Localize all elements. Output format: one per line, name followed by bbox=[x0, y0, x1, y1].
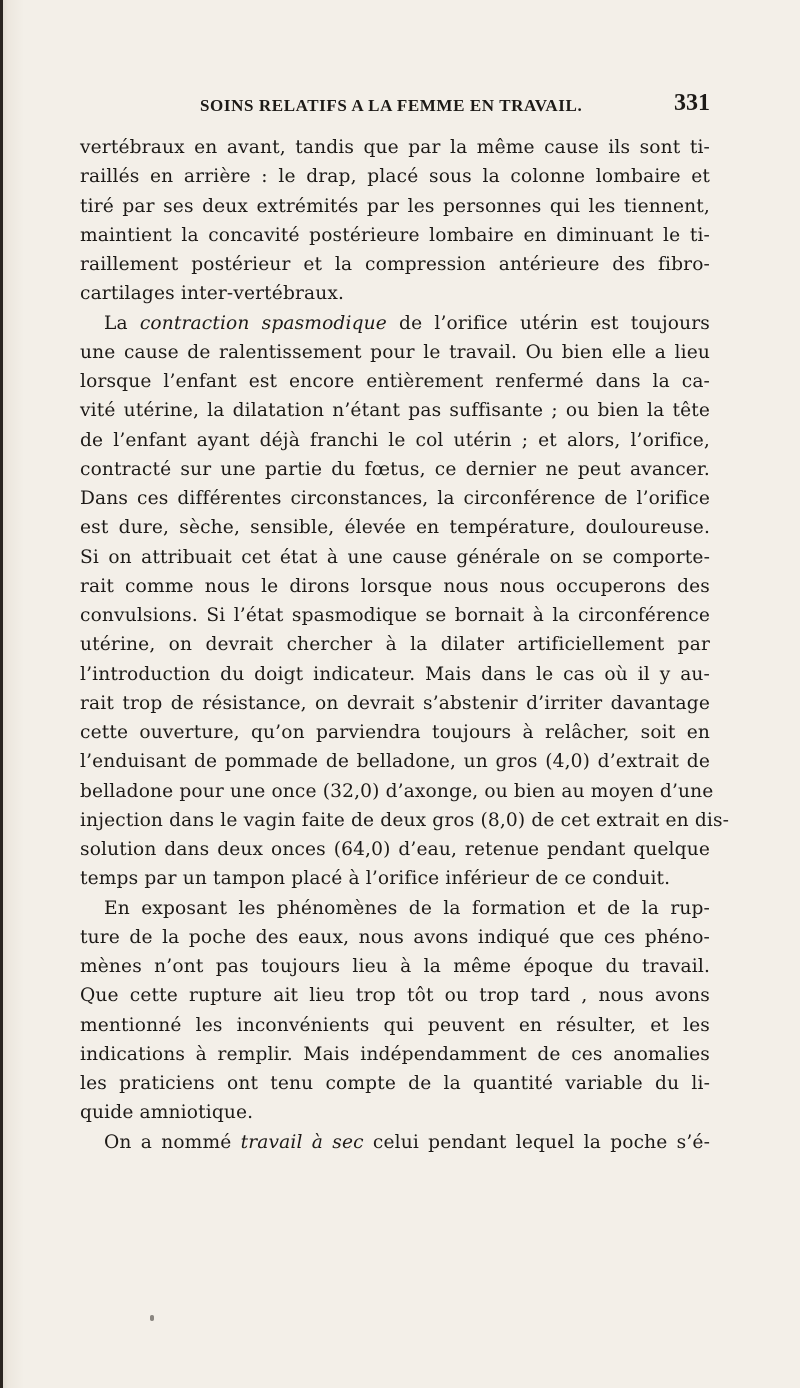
text-line bbox=[80, 601, 710, 630]
text-segment: Que cette rupture ait lieu trop tôt ou trop tard , nous avons bbox=[80, 985, 710, 1007]
text-line bbox=[80, 747, 710, 776]
text-segment: contracté sur une partie du fœtus, ce dernier ne peut avancer. bbox=[80, 458, 710, 480]
text-line bbox=[80, 572, 710, 601]
text-line bbox=[80, 689, 710, 718]
text-line bbox=[80, 338, 710, 367]
text-segment: convulsions. Si l’état spasmodique se bornait à la circonférence bbox=[80, 605, 710, 626]
text-segment: rait trop de résistance, on devrait s’abstenir d’irriter davantage bbox=[80, 692, 710, 714]
page-number: 331 bbox=[674, 90, 710, 116]
text-line bbox=[80, 1040, 710, 1069]
page-binding-edge bbox=[0, 0, 3, 1388]
body-text bbox=[80, 133, 730, 1157]
italic-term: contraction spasmodique bbox=[139, 312, 387, 334]
text-line bbox=[80, 660, 710, 689]
text-segment: vité utérine, la dilatation n’étant pas suffisante ; ou bien la tête bbox=[80, 400, 710, 422]
paper-speck bbox=[150, 1315, 154, 1321]
text-segment: une cause de ralentissement pour le travail. Ou bien elle a lieu bbox=[80, 341, 710, 363]
text-line bbox=[80, 192, 710, 221]
text-segment: solution dans deux onces (64,0) d’eau, retenue pendant quelque bbox=[80, 839, 710, 860]
text-segment: Si on attribuait cet état à une cause générale on se comporte- bbox=[80, 546, 710, 568]
text-line bbox=[80, 1069, 710, 1098]
text-line bbox=[80, 162, 710, 191]
text-segment: de l’enfant ayant déjà franchi le col utérin ; et alors, l’orifice, bbox=[80, 429, 710, 451]
text-line bbox=[80, 513, 710, 542]
text-line bbox=[80, 806, 730, 835]
running-head bbox=[80, 90, 710, 120]
text-segment: maintient la concavité postérieure lombaire en diminuant le ti- bbox=[80, 224, 710, 246]
text-segment: est dure, sèche, sensible, élevée en température, douloureuse. bbox=[80, 517, 710, 539]
text-segment: injection dans le vagin faite de deux gros (8,0) de cet extrait en dis- bbox=[80, 809, 730, 831]
text-line bbox=[80, 250, 710, 279]
text-segment: de l’orifice utérin est toujours bbox=[386, 312, 710, 334]
text-segment: cartilages inter-vertébraux. bbox=[80, 283, 345, 305]
text-line bbox=[80, 777, 714, 806]
text-segment: La bbox=[104, 312, 140, 334]
text-segment: les praticiens ont tenu compte de la quantité variable du li- bbox=[80, 1073, 710, 1094]
text-segment: utérine, on devrait chercher à la dilater artificiellement par bbox=[80, 634, 710, 656]
text-line bbox=[80, 923, 710, 952]
text-line bbox=[80, 718, 710, 747]
text-line bbox=[80, 396, 710, 425]
text-line bbox=[80, 279, 710, 308]
text-segment: tiré par ses deux extrémités par les personnes qui les tiennent, bbox=[80, 195, 710, 217]
text-segment: mentionné les inconvénients qui peuvent en résulter, et les bbox=[80, 1014, 710, 1036]
text-line bbox=[80, 1011, 710, 1040]
text-segment: raillement postérieur et la compression antérieure des fibro- bbox=[80, 254, 710, 275]
text-segment: celui pendant lequel la poche s’é- bbox=[363, 1131, 711, 1153]
text-line bbox=[80, 894, 710, 923]
text-segment: Dans ces différentes circonstances, la circonférence de l’orifice bbox=[80, 488, 710, 509]
text-segment: mènes n’ont pas toujours lieu à la même époque du travail. bbox=[80, 956, 710, 977]
text-line bbox=[80, 484, 710, 513]
text-line bbox=[80, 1128, 710, 1157]
text-line bbox=[80, 1098, 710, 1127]
text-segment: indications à remplir. Mais indépendamment de ces anomalies bbox=[80, 1043, 710, 1065]
text-segment: raillés en arrière : le drap, placé sous la colonne lombaire et bbox=[80, 166, 710, 188]
text-segment: rait comme nous le dirons lorsque nous nous occuperons des bbox=[80, 575, 710, 597]
text-line bbox=[80, 309, 710, 338]
text-segment: temps par un tampon placé à l’orifice inférieur de ce conduit. bbox=[80, 868, 671, 890]
text-line bbox=[80, 426, 710, 455]
text-segment: belladone pour une once (32,0) d’axonge, ou bien au moyen d’une bbox=[80, 780, 714, 802]
text-line bbox=[80, 952, 710, 981]
text-line bbox=[80, 133, 710, 162]
text-line bbox=[80, 835, 710, 864]
text-segment: l’introduction du doigt indicateur. Mais dans le cas où il y au- bbox=[80, 663, 710, 685]
text-segment: cette ouverture, qu’on parviendra toujours à relâcher, soit en bbox=[80, 722, 710, 743]
text-segment: l’enduisant de pommade de belladone, un gros (4,0) d’extrait de bbox=[80, 751, 710, 773]
text-line bbox=[80, 630, 710, 659]
text-line bbox=[80, 864, 710, 893]
text-segment: On a nommé bbox=[104, 1131, 241, 1153]
text-segment: quide amniotique. bbox=[80, 1102, 254, 1124]
text-segment: En exposant les phénomènes de la formation et de la rup- bbox=[104, 897, 710, 919]
text-line bbox=[80, 455, 710, 484]
text-line bbox=[80, 367, 710, 396]
text-line bbox=[80, 543, 710, 572]
text-line bbox=[80, 221, 710, 250]
italic-term: travail à sec bbox=[240, 1131, 364, 1153]
text-line bbox=[80, 981, 710, 1010]
text-segment: ture de la poche des eaux, nous avons indiqué que ces phéno- bbox=[80, 926, 710, 948]
text-segment: vertébraux en avant, tandis que par la même cause ils sont ti- bbox=[80, 137, 710, 158]
text-segment: lorsque l’enfant est encore entièrement renfermé dans la ca- bbox=[80, 371, 710, 392]
running-title: SOINS RELATIFS A LA FEMME EN TRAVAIL. bbox=[200, 96, 583, 115]
